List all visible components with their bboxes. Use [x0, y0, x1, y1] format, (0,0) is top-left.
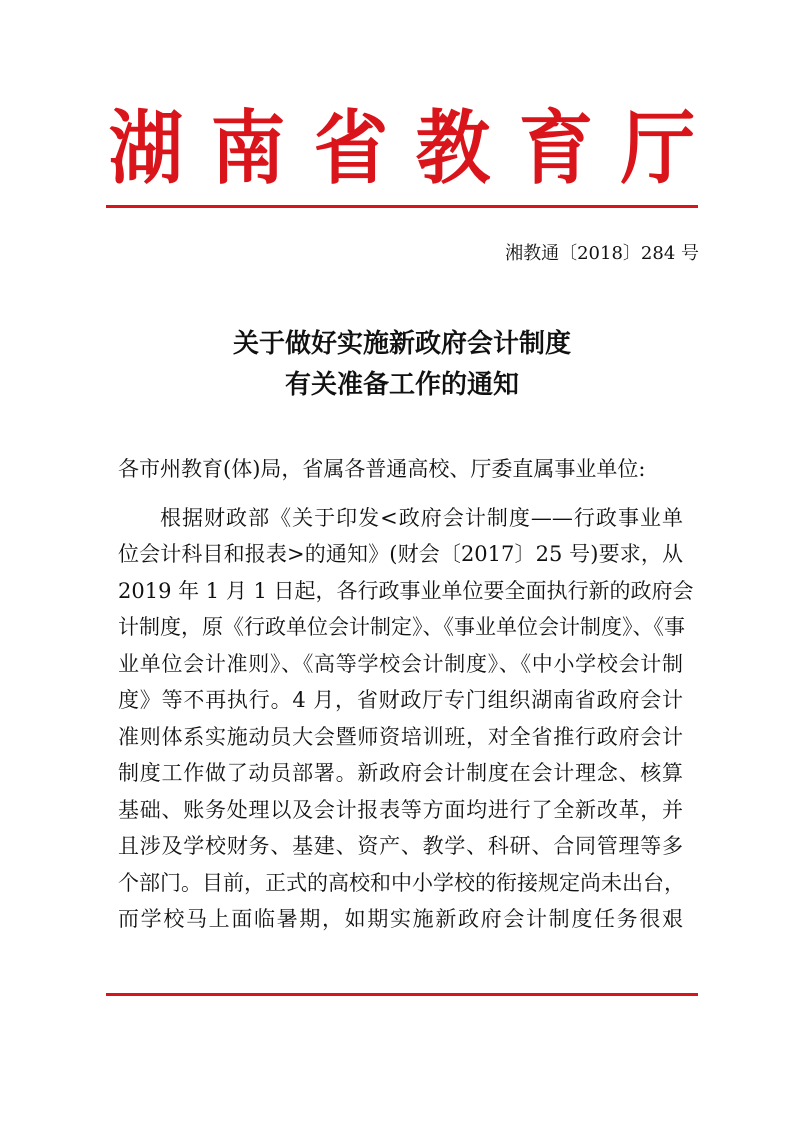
body-line: 业单位会计准则》、《高等学校会计制度》、《中小学校会计制: [118, 652, 683, 676]
body-line: 且涉及学校财务、基建、资产、教学、科研、合同管理等多: [118, 834, 683, 858]
header-char: 省: [313, 101, 388, 195]
header-char: 教: [415, 101, 491, 195]
body-line: 准则体系实施动员大会暨师资培训班，对全省推行政府会计: [118, 725, 683, 749]
header-char: 南: [211, 101, 286, 195]
body-line: 2019 年 1 月 1 日起，各行政事业单位要全面执行新的政府会: [118, 579, 694, 603]
addressee: 各市州教育(体)局，省属各普通高校、厅委直属事业单位:: [118, 457, 646, 481]
document-title-line-1: 关于做好实施新政府会计制度: [232, 329, 571, 359]
body-line: 根据财政部《关于印发<政府会计制度——行政事业单: [160, 506, 683, 530]
issuing-authority-header: [106, 102, 698, 194]
body-line: 而学校马上面临暑期，如期实施新政府会计制度任务很艰: [118, 907, 683, 931]
body-line: 度》等不再执行。4 月，省财政厅专门组织湖南省政府会计: [118, 688, 683, 712]
body-line: 基础、账务处理以及会计报表等方面均进行了全新改革，并: [118, 798, 683, 822]
footer-divider: [106, 993, 698, 996]
body-line: 计制度，原《行政单位会计制定》、《事业单位会计制度》、《事: [118, 615, 685, 639]
header-char: 厅: [620, 101, 696, 195]
document-title-line-2: 有关准备工作的通知: [284, 370, 519, 400]
header-divider: [106, 205, 698, 208]
body-line: 制度工作做了动员部署。新政府会计制度在会计理念、核算: [118, 761, 683, 785]
header-char: 育: [518, 101, 593, 195]
header-char: 湖: [108, 101, 184, 195]
body-line: 个部门。目前，正式的高校和中小学校的衔接规定尚未出台，: [118, 871, 685, 895]
document-number: 湘教通〔2018〕284 号: [505, 243, 699, 264]
body-line: 位会计科目和报表>的通知》(财会〔2017〕25 号)要求，从: [118, 542, 683, 566]
